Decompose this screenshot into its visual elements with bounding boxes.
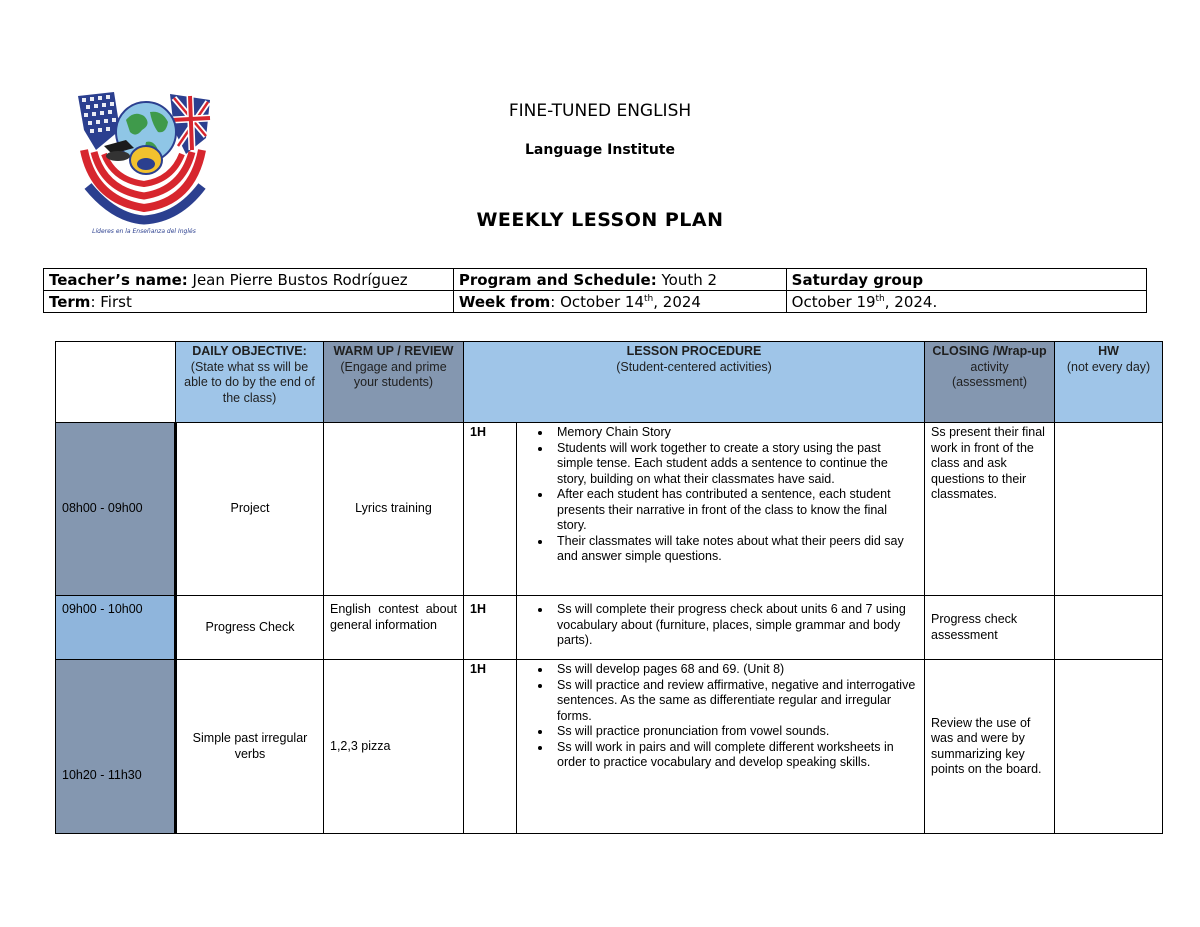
- procedure-subtitle: (Student-centered activities): [616, 359, 772, 374]
- duration-cell: 1H: [464, 596, 517, 660]
- info-table: [43, 268, 1147, 313]
- closing-cell: Review the use of was and were by summarizing key points on the board.: [925, 660, 1055, 834]
- procedure-list: [523, 425, 918, 565]
- institute-name: FINE-TUNED ENGLISH: [508, 101, 692, 121]
- procedure-title: LESSON PROCEDURE: [626, 344, 762, 358]
- objective-subtitle: (State what ss will be able to do by the end of the class): [184, 359, 315, 405]
- header-warmup: [324, 342, 464, 423]
- group-label: Saturday group: [791, 270, 924, 289]
- warmup-cell: Lyrics training: [324, 423, 464, 596]
- objective-cell: Simple past irregular verbs: [176, 660, 324, 834]
- time-slot: 09h00 - 10h00: [56, 596, 176, 660]
- duration-cell: 1H: [464, 423, 517, 596]
- duration-cell: 1H: [464, 660, 517, 834]
- procedure-item: • Their classmates will take notes about what their peers did say and answer simple questions.: [552, 534, 918, 565]
- objective-cell: Progress Check: [176, 596, 324, 660]
- teacher-name-label: Teacher’s name:: [49, 270, 188, 289]
- hw-subtitle: (not every day): [1066, 359, 1151, 374]
- info-row-2: [44, 291, 1147, 313]
- term-cell: [44, 291, 454, 313]
- hw-cell: [1055, 423, 1163, 596]
- procedure-item: • Ss will practice and review affirmative, negative and interrogative sentences. As the same as differentiate regular and irregular forms.: [552, 678, 918, 725]
- lesson-plan-table: [55, 341, 1163, 834]
- procedure-cell: [517, 423, 925, 596]
- plan-row: [56, 423, 1163, 596]
- header-procedure: [464, 342, 925, 423]
- program-cell: [453, 269, 786, 291]
- term-value: : First: [90, 292, 132, 311]
- procedure-item: • Ss will work in pairs and will complete different worksheets in order to practice vocabulary and develop speaking skills.: [552, 740, 918, 771]
- plan-header-row: [56, 342, 1163, 423]
- procedure-cell: [517, 660, 925, 834]
- term-label: Term: [49, 292, 91, 311]
- info-row-1: [44, 269, 1147, 291]
- week-to-cell: [786, 291, 1146, 313]
- week-from-label: Week from: [458, 292, 551, 311]
- header-objective: [176, 342, 324, 423]
- teacher-name-cell: [44, 269, 454, 291]
- teacher-name-value: Jean Pierre Bustos Rodríguez: [187, 270, 408, 289]
- procedure-cell: [517, 596, 925, 660]
- week-to-suffix: th: [875, 293, 885, 304]
- procedure-item: • Ss will develop pages 68 and 69. (Unit 8): [552, 662, 918, 678]
- procedure-item: • After each student has contributed a sentence, each student presents their narrative in front of the class to know the final story.: [552, 487, 918, 534]
- header-hw: [1055, 342, 1163, 423]
- procedure-item: • Ss will complete their progress check about units 6 and 7 using vocabulary about (furniture, places, simple grammar and body parts).: [552, 602, 918, 649]
- week-from-date: : October 14: [550, 292, 644, 311]
- plan-row: [56, 660, 1163, 834]
- closing-title: CLOSING /Wrap-up: [932, 344, 1047, 358]
- week-to-year: , 2024.: [884, 292, 938, 311]
- objective-cell: Project: [176, 423, 324, 596]
- week-to-date: October 19: [791, 292, 876, 311]
- program-value: Youth 2: [656, 270, 718, 289]
- time-slot: 10h20 - 11h30: [56, 660, 176, 834]
- procedure-list: [523, 662, 918, 771]
- hw-title: HW: [1098, 344, 1119, 358]
- closing-subtitle: (assessment): [952, 375, 1028, 389]
- warmup-title: WARM UP / REVIEW: [333, 344, 454, 358]
- procedure-item: • Memory Chain Story: [552, 425, 918, 441]
- hw-cell: [1055, 596, 1163, 660]
- header-empty-cell: [56, 342, 176, 423]
- objective-title: DAILY OBJECTIVE:: [192, 344, 307, 358]
- week-from-year: , 2024: [653, 292, 701, 311]
- hw-cell: [1055, 660, 1163, 834]
- closing-cell: Ss present their final work in front of the class and ask questions to their classmates.: [925, 423, 1055, 596]
- week-from-cell: [453, 291, 786, 313]
- procedure-list: [523, 602, 918, 649]
- closing-cell: Progress check assessment: [925, 596, 1055, 660]
- procedure-item: • Ss will practice pronunciation from vowel sounds.: [552, 724, 918, 740]
- procedure-item: • Students will work together to create a story using the past simple tense. Each student adds a sentence to continue the story, building on what their classmates have said.: [552, 441, 918, 488]
- week-from-suffix: th: [644, 293, 654, 304]
- warmup-subtitle: (Engage and prime your students): [340, 359, 447, 389]
- closing-title-suffix: activity: [970, 359, 1009, 374]
- group-cell: [786, 269, 1146, 291]
- plan-row: [56, 596, 1163, 660]
- header-closing: [925, 342, 1055, 423]
- program-label: Program and Schedule:: [458, 270, 657, 289]
- svg-text:Líderes en la Enseñanza del In: Líderes en la Enseñanza del Inglés: [92, 228, 196, 235]
- warmup-cell: English contest about general information: [324, 596, 464, 660]
- document-title: WEEKLY LESSON PLAN: [476, 209, 724, 231]
- warmup-cell: 1,2,3 pizza: [324, 660, 464, 834]
- institute-subtitle: Language Institute: [524, 142, 675, 158]
- time-slot: 08h00 - 09h00: [56, 423, 176, 596]
